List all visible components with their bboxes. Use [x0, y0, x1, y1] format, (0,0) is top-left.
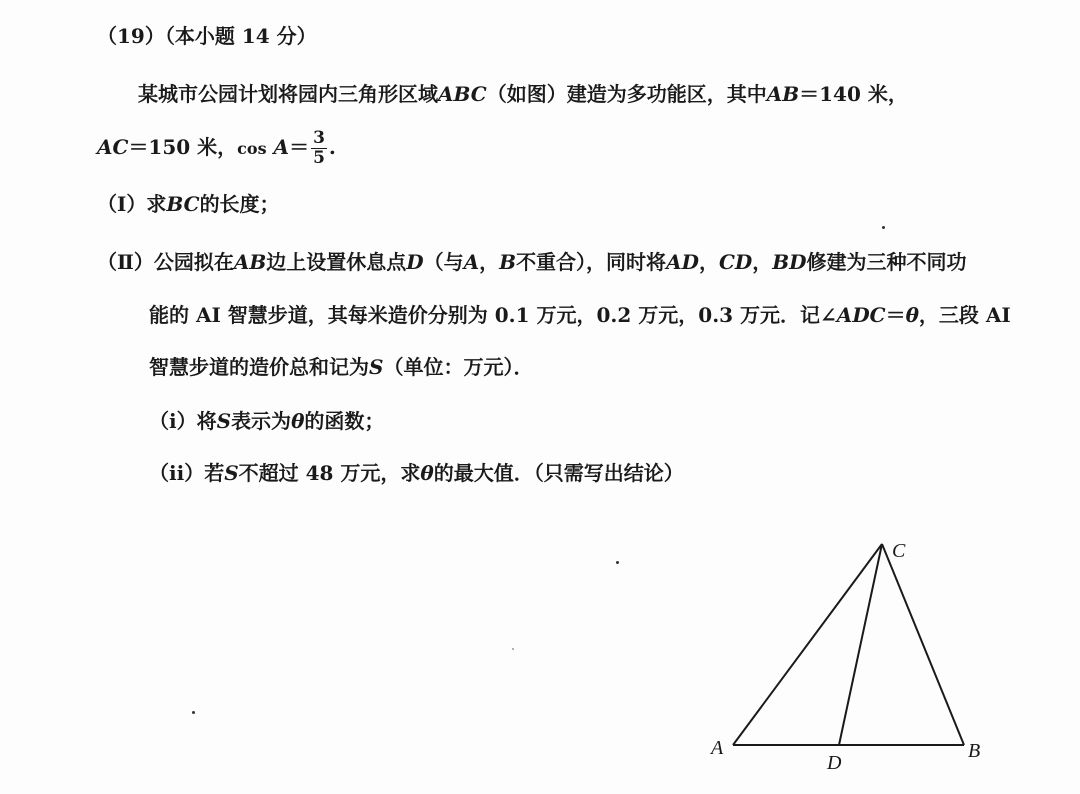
side-bc	[882, 544, 964, 745]
theta-symbol: θ	[291, 409, 305, 433]
point-d: D	[406, 250, 424, 274]
equals-sign: ＝	[885, 303, 906, 327]
variable-s: S	[369, 355, 384, 379]
segment-ac: AC	[97, 135, 129, 159]
angle-adc: ADC	[836, 303, 886, 327]
period: .	[328, 135, 336, 159]
comma: ，	[752, 250, 773, 274]
variable-s: S	[224, 461, 239, 485]
label-d: D	[827, 752, 842, 774]
cos-function: cos	[237, 139, 267, 158]
sub-ii-text: 不超过 48 万元，求	[238, 461, 421, 485]
sub-ii-text: （ii）若	[149, 461, 225, 485]
part-one-text: 的长度；	[199, 192, 280, 216]
angle-a: A	[273, 135, 290, 159]
part-two-text: ，三段 AI	[918, 303, 1011, 327]
segment-ab: AB	[766, 82, 800, 106]
segment-bc: BC	[166, 192, 200, 216]
comma: ，	[698, 250, 719, 274]
point-a: A	[463, 250, 480, 274]
sub-i-text: 的函数；	[304, 409, 385, 433]
part-two-text: （单位：万元）．	[383, 355, 534, 379]
theta-symbol: θ	[905, 303, 919, 327]
label-b: B	[968, 740, 981, 762]
segment-cd: CD	[718, 250, 753, 274]
problem-header: （19）（本小题 14 分）	[97, 24, 317, 48]
part-two-text: 不重合），同时将	[516, 250, 667, 274]
segment-ab: AB	[233, 250, 267, 274]
intro-text: ＝150 米，	[128, 135, 238, 159]
segment-ad: AD	[666, 250, 699, 274]
fraction-numerator: 3	[313, 128, 325, 148]
equals-sign: ＝	[289, 135, 310, 159]
part-two-text: 能的 AI 智慧步道，其每米造价分别为 0.1 万元，0.2 万元，0.3 万元．记∠	[149, 303, 837, 327]
sub-i-text: （i）将	[149, 409, 217, 433]
intro-text: ＝140 米，	[799, 82, 908, 106]
label-a: A	[711, 737, 724, 759]
part-two-text: 修建为三种不同功	[806, 250, 967, 274]
theta-symbol: θ	[420, 461, 434, 485]
intro-text: （如图）建造为多功能区，其中	[486, 82, 767, 106]
variable-s: S	[216, 409, 232, 433]
part-two-text: （Ⅱ）公园拟在	[97, 250, 234, 274]
point-b: B	[499, 250, 517, 274]
fraction-denominator: 5	[313, 148, 325, 168]
part-two-text: 智慧步道的造价总和记为	[149, 355, 369, 379]
sub-ii-text: 的最大值．（只需写出结论）	[433, 461, 684, 485]
part-two-text: 边上设置休息点	[266, 250, 407, 274]
label-c: C	[892, 540, 906, 562]
comma: ，	[479, 250, 500, 274]
sub-i-text: 表示为	[231, 409, 292, 433]
segment-bd: BD	[772, 250, 807, 274]
part-two-text: （与	[423, 250, 464, 274]
triangle-abc	[733, 544, 964, 745]
intro-text: 某城市公园计划将园内三角形区域	[138, 82, 438, 106]
triangle-name: ABC	[438, 82, 487, 106]
part-one-text: （Ⅰ）求	[97, 192, 167, 216]
